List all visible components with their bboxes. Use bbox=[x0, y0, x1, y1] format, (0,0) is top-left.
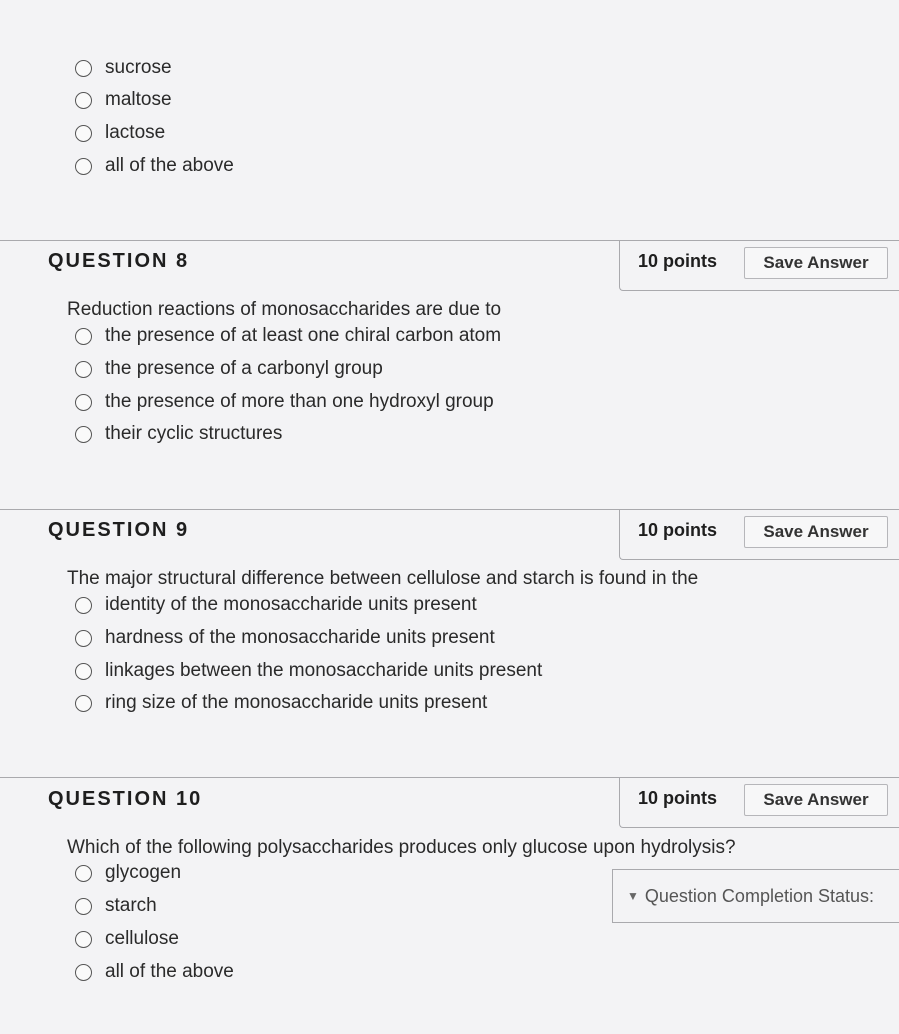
radio-button[interactable] bbox=[75, 125, 92, 142]
radio-button[interactable] bbox=[75, 361, 92, 378]
points-label: 10 points bbox=[638, 788, 718, 808]
radio-button[interactable] bbox=[75, 328, 92, 345]
question-9-text: The major structural difference between cellulose and starch is found in the bbox=[67, 568, 699, 589]
option-label: ring size of the monosaccharide units present bbox=[105, 692, 488, 713]
points-label: 10 points bbox=[638, 520, 718, 540]
radio-button[interactable] bbox=[75, 92, 92, 109]
points-label: 10 points bbox=[638, 251, 718, 271]
radio-button[interactable] bbox=[75, 426, 92, 443]
radio-button[interactable] bbox=[75, 931, 92, 948]
option-label: cellulose bbox=[105, 928, 179, 949]
q9-option-2[interactable] bbox=[75, 626, 495, 650]
question-completion-status[interactable] bbox=[612, 869, 899, 923]
q7-option-all[interactable] bbox=[75, 154, 234, 178]
radio-button[interactable] bbox=[75, 597, 92, 614]
option-label: the presence of at least one chiral carbon atom bbox=[105, 325, 502, 346]
q9-option-3[interactable] bbox=[75, 659, 542, 683]
q9-option-1[interactable] bbox=[75, 593, 477, 617]
q10-option-1[interactable] bbox=[75, 861, 181, 885]
option-label: all of the above bbox=[105, 155, 234, 176]
q9-option-4[interactable] bbox=[75, 691, 487, 715]
q7-option-sucrose[interactable] bbox=[75, 56, 172, 80]
save-answer-button[interactable]: Save Answer bbox=[744, 247, 888, 279]
completion-status-label: Question Completion Status: bbox=[644, 885, 875, 906]
question-8-text: Reduction reactions of monosaccharides are due to bbox=[67, 299, 502, 320]
q10-option-3[interactable] bbox=[75, 927, 179, 951]
q7-option-lactose[interactable] bbox=[75, 121, 165, 145]
option-label: identity of the monosaccharide units present bbox=[105, 594, 477, 615]
radio-button[interactable] bbox=[75, 630, 92, 647]
q8-option-1[interactable] bbox=[75, 324, 501, 348]
option-label: sucrose bbox=[105, 57, 172, 78]
radio-button[interactable] bbox=[75, 898, 92, 915]
option-label: linkages between the monosaccharide units present bbox=[105, 660, 543, 681]
radio-button[interactable] bbox=[75, 964, 92, 981]
option-label: maltose bbox=[105, 89, 172, 110]
q10-option-2[interactable] bbox=[75, 894, 157, 918]
q10-option-4[interactable] bbox=[75, 960, 234, 984]
option-label: all of the above bbox=[105, 961, 234, 982]
question-10-text: Which of the following polysaccharides produces only glucose upon hydrolysis? bbox=[67, 837, 736, 858]
q8-option-4[interactable] bbox=[75, 422, 282, 446]
chevron-down-icon: ▼ bbox=[627, 889, 639, 903]
option-label: lactose bbox=[105, 122, 166, 143]
question-8-title: QUESTION 8 bbox=[48, 250, 190, 272]
option-label: the presence of more than one hydroxyl group bbox=[105, 391, 494, 412]
q7-option-maltose[interactable] bbox=[75, 88, 172, 112]
option-label: starch bbox=[105, 895, 157, 916]
question-9-title: QUESTION 9 bbox=[48, 519, 190, 541]
q8-option-3[interactable] bbox=[75, 390, 494, 414]
option-label: glycogen bbox=[105, 862, 182, 883]
radio-button[interactable] bbox=[75, 695, 92, 712]
option-label: the presence of a carbonyl group bbox=[105, 358, 383, 379]
question-8-header-box bbox=[619, 241, 899, 291]
question-9-header-box bbox=[619, 510, 899, 560]
q8-option-2[interactable] bbox=[75, 357, 383, 381]
radio-button[interactable] bbox=[75, 394, 92, 411]
radio-button[interactable] bbox=[75, 663, 92, 680]
radio-button[interactable] bbox=[75, 158, 92, 175]
option-label: their cyclic structures bbox=[105, 423, 283, 444]
save-answer-button[interactable]: Save Answer bbox=[744, 784, 888, 816]
radio-button[interactable] bbox=[75, 60, 92, 77]
save-answer-button[interactable]: Save Answer bbox=[744, 516, 888, 548]
option-label: hardness of the monosaccharide units present bbox=[105, 627, 495, 648]
radio-button[interactable] bbox=[75, 865, 92, 882]
question-10-title: QUESTION 10 bbox=[48, 788, 203, 810]
question-10-header-box bbox=[619, 778, 899, 828]
